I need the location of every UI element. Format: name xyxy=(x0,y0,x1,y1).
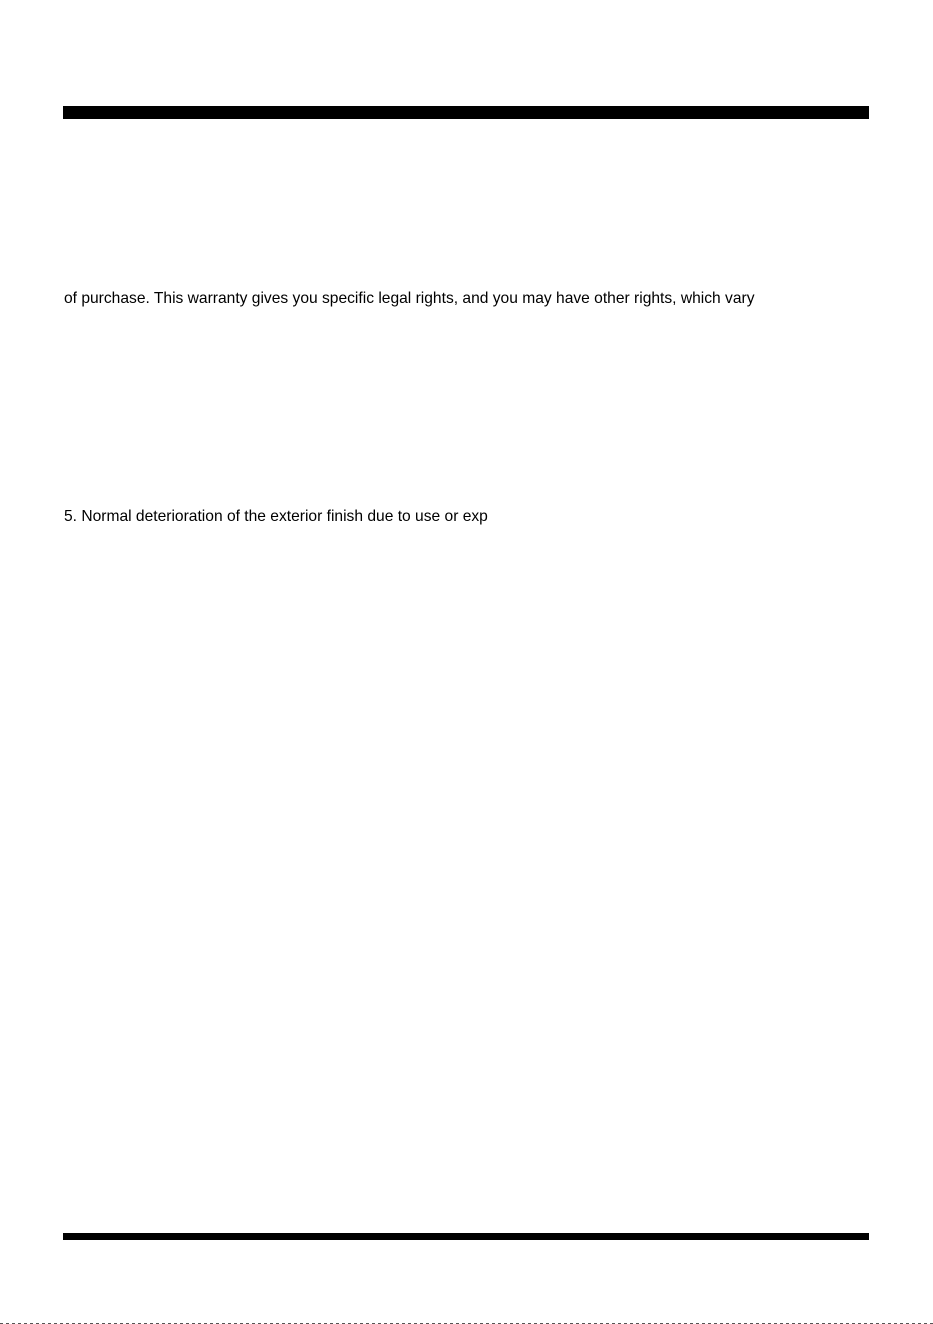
bottom-rule xyxy=(63,1233,869,1240)
exclusion-item-5-text: 5. Normal deterioration of the exterior finish due to use or exp xyxy=(64,508,488,525)
top-rule xyxy=(63,106,869,119)
warranty-rights-text: of purchase. This warranty gives you specific legal rights, and you may have other rights, which vary xyxy=(64,290,755,307)
